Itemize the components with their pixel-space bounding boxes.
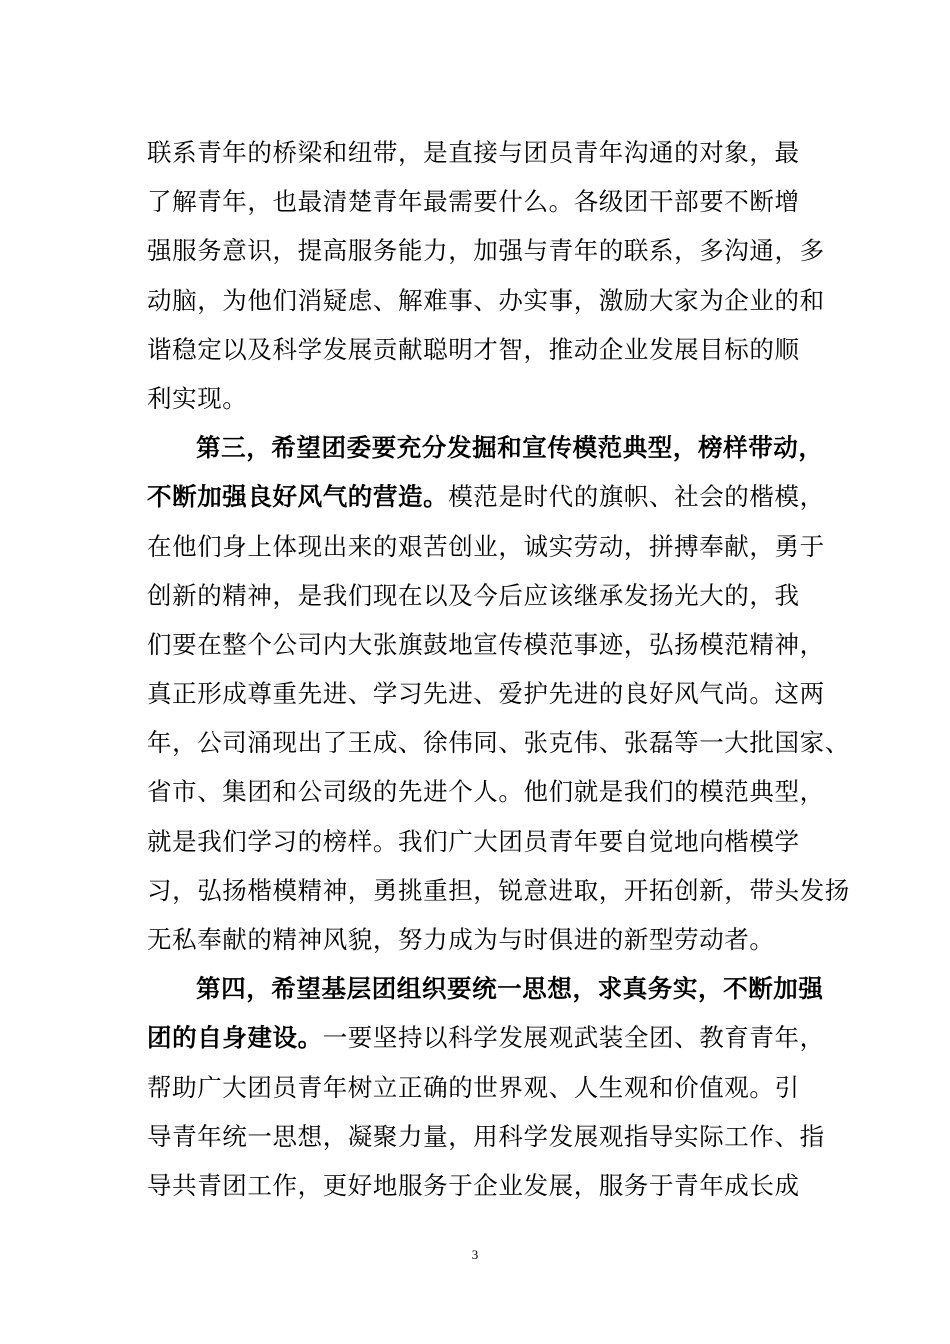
text-line: 导青年统一思想，凝聚力量，用科学发展观指导实际工作、指	[147, 1121, 825, 1151]
page-number: 3	[471, 1247, 479, 1262]
body-text	[147, 128, 850, 1210]
text-line: 就是我们学习的榜样。我们广大团员青年要自觉地向楷模学	[147, 826, 800, 856]
text-line: 联系青年的桥梁和纽带，是直接与团员青年沟通的对象，最	[147, 138, 800, 167]
para3-heading-line: 第三，希望团委要充分发掘和宣传模范典型，榜样带动，	[196, 433, 824, 463]
para4-heading-end: 团的自身建设。	[147, 1023, 323, 1053]
para3-heading-end: 不断加强良好风气的营造。	[147, 482, 449, 512]
text-line: 导共青团工作，更好地服务于企业发展，服务于青年成长成	[147, 1170, 800, 1200]
text-line: 省市、集团和公司级的先进个人。他们就是我们的模范典型，	[147, 777, 825, 807]
text-line: 在他们身上体现出来的艰苦创业，诚实劳动，拼搏奉献，勇于	[147, 531, 825, 561]
text-line: 无私奉献的精神风貌，努力成为与时俱进的新型劳动者。	[147, 925, 775, 954]
para4-text-start: 一要坚持以科学发展观武装全团、教育青年，	[322, 1023, 825, 1053]
text-line: 年，公司涌现出了王成、徐伟同、张克伟、张磊等一大批国家、	[147, 728, 850, 758]
para4-heading-line: 第四，希望基层团组织要统一思想，求真务实，不断加强	[196, 974, 824, 1004]
text-line: 帮助广大团员青年树立正确的世界观、人生观和价值观。引	[147, 1072, 800, 1102]
para3-text-start: 模范是时代的旗帜、社会的楷模，	[448, 482, 825, 512]
para3-heading-line-2	[147, 472, 825, 521]
text-line: 谐稳定以及科学发展贡献聪明才智，推动企业发展目标的顺	[147, 334, 800, 364]
text-line: 利实现。	[147, 383, 248, 413]
text-line: 真正形成尊重先进、学习先进、爱护先进的良好风气尚。这两	[147, 679, 825, 709]
text-line: 了解青年，也最清楚青年最需要什么。各级团干部要不断增	[147, 187, 800, 217]
text-line: 强服务意识，提高服务能力，加强与青年的联系，多沟通，多	[147, 236, 825, 266]
text-line: 动脑，为他们消疑虑、解难事、办实事，激励大家为企业的和	[147, 285, 825, 315]
text-line: 习，弘扬楷模精神，勇挑重担，锐意进取，开拓创新，带头发扬	[147, 875, 850, 905]
para4-heading-line-2	[147, 1013, 825, 1062]
text-line: 们要在整个公司内大张旗鼓地宣传模范事迹，弘扬模范精神，	[147, 629, 825, 659]
text-line: 创新的精神，是我们现在以及今后应该继承发扬光大的，我	[147, 580, 800, 610]
